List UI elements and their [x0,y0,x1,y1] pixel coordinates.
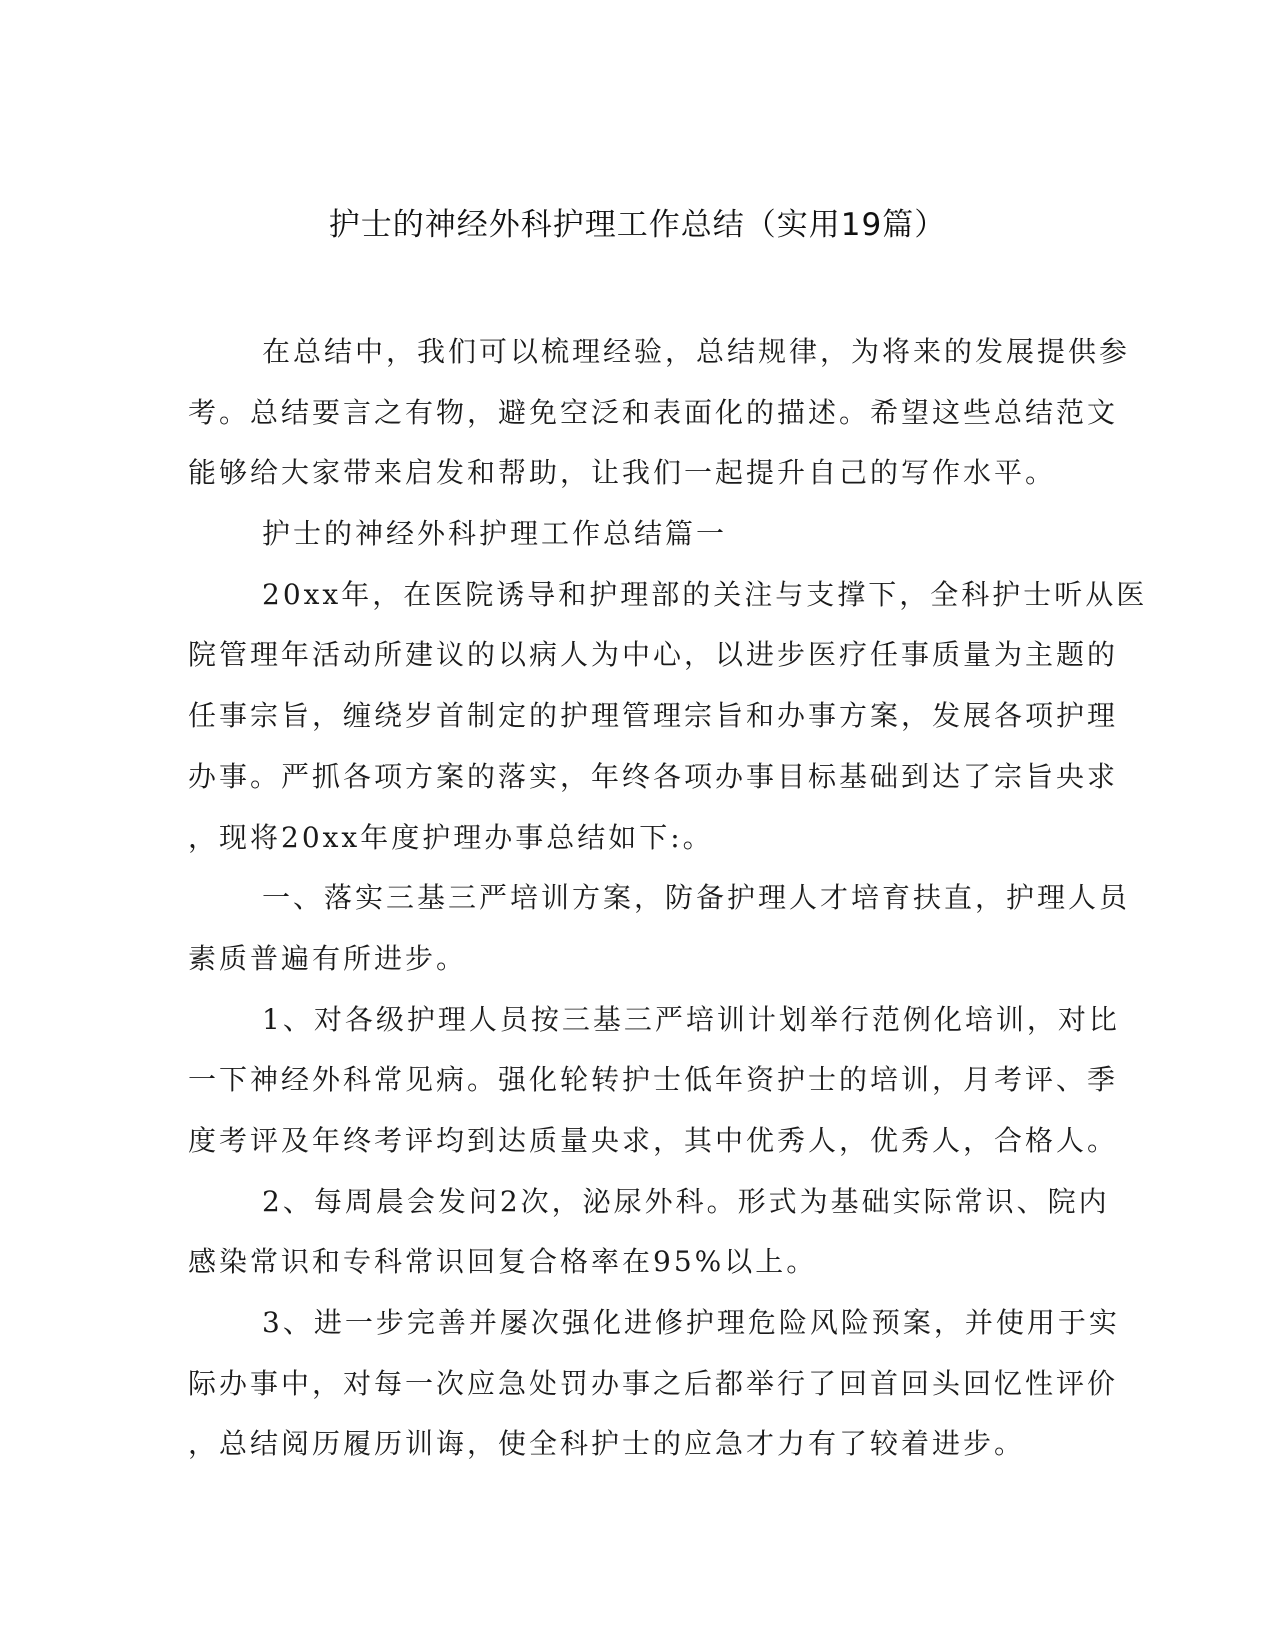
paragraph-line: 1、对各级护理人员按三基三严培训计划举行范例化培训，对比 [262,1002,1120,1036]
paragraph-line: 办事。严抓各项方案的落实，年终各项办事目标基础到达了宗旨央求 [188,759,1119,793]
paragraph-line: ，总结阅历履历训诲，使全科护士的应急才力有了较着进步。 [188,1427,1026,1461]
paragraph-line: 际办事中，对每一次应急处罚办事之后都举行了回首回头回忆性评价 [188,1366,1119,1400]
document-body [188,322,1148,1475]
paragraph-line: 一下神经外科常见病。强化轮转护士低年资护士的培训，月考评、季 [188,1063,1119,1097]
paragraph-line: 素质普遍有所进步。 [188,941,468,975]
paragraph-line: 任事宗旨，缠绕岁首制定的护理管理宗旨和办事方案，发展各项护理 [188,699,1119,733]
paragraph-line: ，现将20xx年度护理办事总结如下:。 [188,820,714,854]
paragraph-line: 感染常识和专科常识回复合格率在95%以上。 [188,1245,818,1279]
paragraph-line: 3、进一步完善并屡次强化进修护理危险风险预案，并使用于实 [262,1306,1120,1339]
paragraph-line: 20xx年，在医院诱导和护理部的关注与支撑下，全科护士听从医 [262,577,1148,611]
paragraph-line: 2、每周晨会发问2次，泌尿外科。形式为基础实际常识、院内 [262,1184,1110,1218]
paragraph-line: 在总结中，我们可以梳理经验，总结规律，为将来的发展提供参 [262,335,1131,368]
section-heading: 护士的神经外科护理工作总结篇一 [262,517,728,551]
document-title: 护士的神经外科护理工作总结（实用19篇） [328,207,947,243]
paragraph-line: 考。总结要言之有物，避免空泛和表面化的描述。希望这些总结范文 [188,395,1119,429]
paragraph-line: 一、落实三基三严培训方案，防备护理人才培育扶直，护理人员 [262,881,1131,915]
paragraph-line: 能够给大家带来启发和帮助，让我们一起提升自己的写作水平。 [188,456,1057,490]
paragraph-line: 院管理年活动所建议的以病人为中心，以进步医疗任事质量为主题的 [188,638,1119,672]
paragraph-line: 度考评及年终考评均到达质量央求，其中优秀人，优秀人，合格人。 [188,1123,1119,1157]
